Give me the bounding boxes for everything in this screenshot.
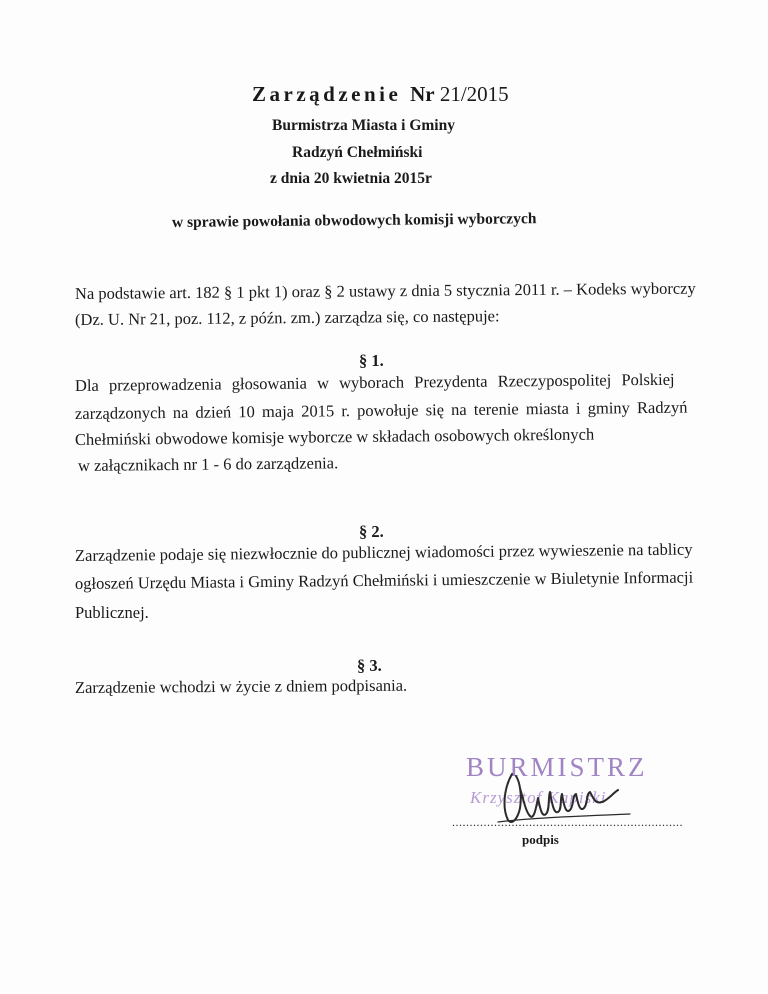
section-2-line-1: Zarządzenie podaje się niezwłocznie do publicznej wiadomości przez wywieszenie na tablicy [74, 539, 693, 565]
signature-caption: podpis [522, 832, 559, 847]
preamble-line-1: Na podstawie art. 182 § 1 pkt 1) oraz § 2 ustawy z dnia 5 stycznia 2011 r. – Kodeks wyborczy [74, 278, 696, 303]
title-number-value: 21/2015 [439, 82, 509, 106]
preamble-line-2: (Dz. U. Nr 21, poz. 112, z późn. zm.) zarządza się, co następuje: [74, 306, 500, 329]
section-3-heading: § 3. [357, 656, 382, 675]
signature-line: .................................................................. [452, 815, 683, 829]
document-title [252, 82, 509, 107]
title-word: Zarządzenie [252, 82, 402, 106]
document-subject: w sprawie powołania obwodowych komisji wyborczych [171, 210, 537, 231]
section-2-heading: § 2. [359, 522, 384, 541]
stamp-title: BURMISTRZ [466, 752, 648, 782]
section-3-line-1: Zarządzenie wchodzi w życie z dniem podpisania. [74, 675, 408, 697]
date-line: z dnia 20 kwietnia 2015r [270, 170, 432, 187]
section-2-line-2: ogłoszeń Urzędu Miasta i Gminy Radzyń Chełmiński i umieszczenie w Biuletynie Informacji [74, 567, 694, 593]
section-1-heading: § 1. [359, 351, 384, 370]
issuer-line-1: Burmistrza Miasta i Gminy [272, 117, 455, 134]
title-nr-label: Nr [410, 82, 435, 106]
section-1-line-3: Chełmiński obwodowe komisje wyborcze w składach osobowych określonych [74, 424, 595, 449]
section-1-line-4: w załącznikach nr 1 - 6 do zarządzenia. [77, 453, 339, 475]
section-1-line-2-text: zarządzonych na dzień 10 maja 2015 r. powołuje się na terenie miasta i gminy Radzyń [74, 397, 688, 423]
section-2-line-3: Publicznej. [75, 603, 149, 622]
section-1-line-1 [75, 370, 677, 396]
section-1-line-1-text: Dla przeprowadzenia głosowania w wyborach Prezydenta Rzeczypospolitej Polskiej [74, 369, 675, 395]
title-number [410, 82, 509, 106]
issuer-line-2: Radzyń Chełmiński [292, 144, 423, 161]
stamp-name: Krzysztof Kapiski [470, 788, 607, 807]
section-1-line-2 [74, 397, 688, 424]
